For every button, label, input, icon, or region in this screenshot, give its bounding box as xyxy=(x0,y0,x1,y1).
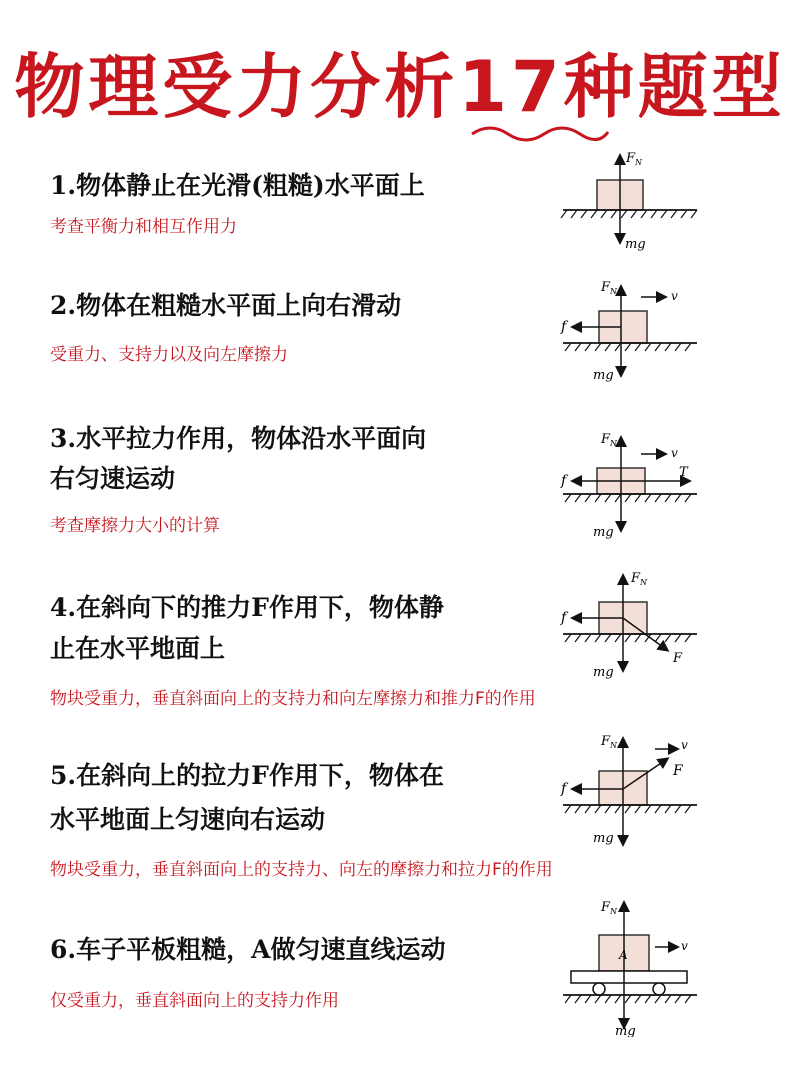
item-note: 受重力、支持力以及向左摩擦力 xyxy=(50,345,288,365)
svg-text:FN: $F_N$ xyxy=(601,900,618,916)
svg-text:FN: $F_N$ xyxy=(601,432,618,448)
svg-text:f: f xyxy=(561,473,567,489)
svg-text:f: f xyxy=(561,319,567,335)
force-diagram-1 xyxy=(555,148,705,258)
item-heading-line-2: 右匀速运动 xyxy=(50,464,176,493)
label-mg: mg xyxy=(625,237,646,252)
svg-text:v: v xyxy=(681,738,688,752)
item-heading-line-1: 5.在斜向上的拉力F作用下，物体在 xyxy=(50,761,444,790)
item-heading-line-2: 止在水平地面上 xyxy=(50,634,226,663)
item-note: 考查平衡力和相互作用力 xyxy=(50,217,237,237)
item-heading: 6.车子平板粗糙，A做匀速直线运动 xyxy=(50,935,446,964)
item-note: 物块受重力，垂直斜面向上的支持力、向左的摩擦力和拉力F的作用 xyxy=(50,860,553,880)
force-diagram-3 xyxy=(555,424,705,544)
item-heading-line-2: 水平地面上匀速向右运动 xyxy=(50,805,326,834)
svg-text:FN: $F_N$ xyxy=(631,571,648,587)
svg-text:mg: mg xyxy=(593,831,614,846)
svg-text:v: v xyxy=(671,289,678,303)
svg-text:FN: $F_N$ xyxy=(601,734,618,750)
svg-text:mg: mg xyxy=(593,665,614,680)
svg-text:f: f xyxy=(561,610,567,626)
svg-text:A: A xyxy=(619,948,628,962)
svg-text:v: v xyxy=(681,939,688,953)
item-note: 物块受重力，垂直斜面向上的支持力和向左摩擦力和推力F的作用 xyxy=(50,689,536,709)
item-heading-line-1: 4.在斜向下的推力F作用下，物体静 xyxy=(50,593,444,622)
item-heading: 1.物体静止在光滑(粗糙)水平面上 xyxy=(50,171,425,200)
item-note: 仅受重力，垂直斜面向上的支持力作用 xyxy=(50,991,339,1011)
force-diagram-4 xyxy=(555,570,705,685)
svg-text:v: v xyxy=(671,446,678,460)
label-fn: $F_N$ xyxy=(626,151,643,167)
svg-text:FN: $F_N$ xyxy=(601,280,618,296)
svg-text:F: F xyxy=(673,651,683,666)
force-diagram-5 xyxy=(555,729,705,854)
item-heading: 2.物体在粗糙水平面上向右滑动 xyxy=(50,291,402,320)
svg-text:T: T xyxy=(679,465,688,480)
force-diagram-2 xyxy=(555,275,705,390)
item-note: 考查摩擦力大小的计算 xyxy=(50,516,220,536)
svg-text:mg: mg xyxy=(593,525,614,540)
svg-text:F: F xyxy=(673,763,683,779)
svg-text:mg: mg xyxy=(615,1024,636,1037)
force-diagram-6 xyxy=(555,897,705,1037)
svg-text:f: f xyxy=(561,781,567,797)
svg-text:mg: mg xyxy=(593,368,614,383)
page-title: 物理受力分析17种题型 xyxy=(14,46,786,128)
item-heading-line-1: 3.水平拉力作用，物体沿水平面向 xyxy=(50,424,427,453)
title-underline-decoration xyxy=(470,120,610,142)
